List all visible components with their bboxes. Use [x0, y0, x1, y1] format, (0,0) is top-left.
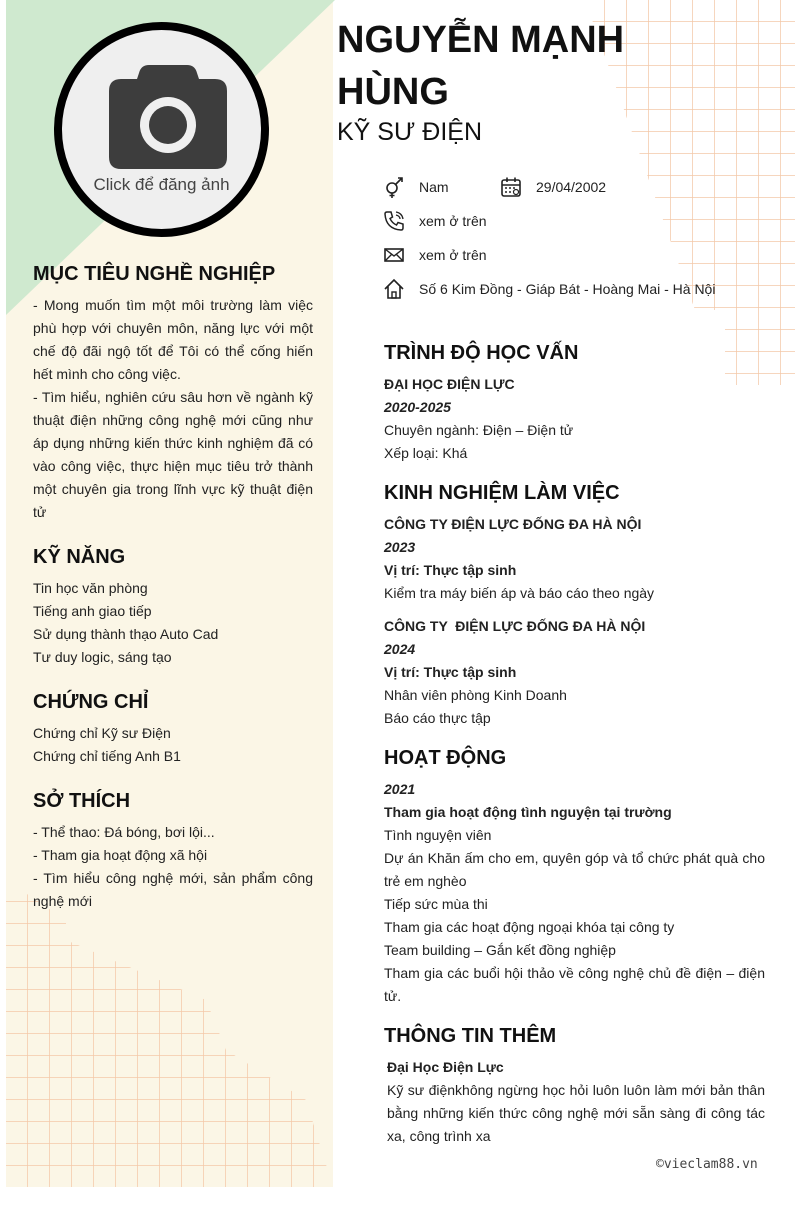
education-grade: Xếp loại: Khá: [384, 445, 468, 461]
skill-item: Tin học văn phòng: [33, 580, 148, 596]
activity-line: Tham gia các buổi hội thảo về công nghệ chủ đề điện – điện tử.: [384, 965, 765, 1004]
education-block: [384, 373, 765, 465]
activity-year: 2021: [384, 781, 416, 797]
education-years: 2020-2025: [384, 399, 451, 415]
profile-photo-upload[interactable]: [54, 22, 269, 237]
gender-icon: [383, 176, 405, 198]
job-title: KỸ SƯ ĐIỆN: [337, 118, 482, 146]
candidate-name: NGUYỄN MẠNH HÙNG: [337, 19, 625, 113]
hobby-item: - Tham gia hoạt động xã hội: [33, 847, 208, 863]
certificate-item: Chứng chỉ tiếng Anh B1: [33, 748, 181, 764]
school-name: ĐẠI HỌC ĐIỆN LỰC: [384, 376, 515, 392]
hobby-item: - Thể thao: Đá bóng, bơi lội...: [33, 824, 215, 840]
certificates-heading: CHỨNG CHỈ: [33, 691, 149, 713]
envelope-icon: [383, 244, 405, 266]
job-year: 2023: [384, 539, 416, 555]
activity-title: Tham gia hoạt động tình nguyện tại trường: [384, 804, 672, 820]
address-row: [383, 278, 715, 300]
job-company: CÔNG TY ĐIỆN LỰC ĐỐNG ĐA HÀ NỘI: [384, 618, 646, 634]
birthday-value: 29/04/2002: [536, 179, 607, 195]
activity-line: Team building – Gắn kết đồng nghiệp: [384, 942, 616, 958]
birthday-row: [500, 176, 606, 198]
photo-caption: Click để đăng ảnh: [93, 175, 230, 194]
job-company: CÔNG TY ĐIỆN LỰC ĐỐNG ĐA HÀ NỘI: [384, 516, 642, 532]
activities-heading: HOẠT ĐỘNG: [384, 747, 507, 769]
email-row: [383, 244, 487, 266]
experience-heading: KINH NGHIỆM LÀM VIỆC: [384, 482, 620, 504]
email-value: xem ở trên: [419, 247, 487, 263]
more-info-heading: THÔNG TIN THÊM: [384, 1025, 557, 1047]
skills-heading: KỸ NĂNG: [33, 546, 126, 568]
objective-text: [33, 294, 313, 524]
more-info-block: [387, 1056, 765, 1148]
phone-row: [383, 210, 487, 232]
objective-heading: MỤC TIÊU NGHỀ NGHIỆP: [33, 263, 276, 285]
job-description: Nhân viên phòng Kinh Doanh: [384, 687, 567, 703]
hobbies-heading: SỞ THÍCH: [33, 790, 131, 812]
phone-icon: [383, 210, 405, 232]
skill-item: Tiếng anh giao tiếp: [33, 603, 152, 619]
skill-item: Sử dụng thành thạo Auto Cad: [33, 626, 219, 642]
skills-list: [33, 577, 313, 669]
camera-icon: [109, 65, 227, 169]
gender-row: [383, 176, 449, 198]
phone-value: xem ở trên: [419, 213, 487, 229]
activities-block: [384, 778, 765, 1008]
address-value: Số 6 Kim Đồng - Giáp Bát - Hoàng Mai - Hà Nội: [419, 281, 716, 297]
job-description: Kiểm tra máy biến áp và báo cáo theo ngày: [384, 585, 655, 601]
job-year: 2024: [384, 641, 416, 657]
objective-line: - Tìm hiểu, nghiên cứu sâu hơn về ngành kỹ thuật điện những công nghệ mới cũng như áp dụng những kiến thức kinh nghiệm đã có vào công việc, thực hiện mục tiêu trở thành một chuyên gia trong lĩnh vực kỹ thuật điện tử: [33, 389, 313, 520]
experience-job: [384, 513, 765, 605]
more-info-org: Đại Học Điện Lực: [387, 1059, 504, 1075]
calendar-icon: [500, 176, 522, 198]
activity-line: Tiếp sức mùa thi: [384, 896, 488, 912]
watermark: ©vieclam88.vn: [656, 1157, 758, 1172]
skill-item: Tư duy logic, sáng tạo: [33, 649, 172, 665]
job-position: Vị trí: Thực tập sinh: [384, 562, 517, 578]
objective-line: - Mong muốn tìm một môi trường làm việc phù hợp với chuyên môn, năng lực với một chế độ đãi ngộ tốt để Tôi có thể cống hiến hết mình cho công việc.: [33, 297, 313, 382]
hobbies-list: [33, 821, 313, 913]
experience-job: [384, 615, 765, 730]
hobby-item: - Tìm hiểu công nghệ mới, sản phẩm công nghệ mới: [33, 870, 313, 909]
education-heading: TRÌNH ĐỘ HỌC VẤN: [384, 342, 579, 364]
more-info-text: Kỹ sư điệnkhông ngừng học hỏi luôn luôn làm mới bản thân bằng những kiến thức công nghệ mới sẵn sàng đi công tác xa, công trình xa: [387, 1082, 765, 1144]
activity-line: Tham gia các hoạt động ngoại khóa tại công ty: [384, 919, 675, 935]
grid-decoration-bottom-left: [6, 880, 333, 1187]
certificates-list: [33, 722, 313, 768]
job-position: Vị trí: Thực tập sinh: [384, 664, 517, 680]
activity-line: Tình nguyện viên: [384, 827, 492, 843]
certificate-item: Chứng chỉ Kỹ sư Điện: [33, 725, 171, 741]
home-icon: [383, 278, 405, 300]
gender-value: Nam: [419, 179, 449, 195]
education-major: Chuyên ngành: Điện – Điện tử: [384, 422, 574, 438]
job-description: Báo cáo thực tập: [384, 710, 491, 726]
activity-line: Dự án Khăn ấm cho em, quyên góp và tổ chức phát quà cho trẻ em nghèo: [384, 850, 765, 889]
